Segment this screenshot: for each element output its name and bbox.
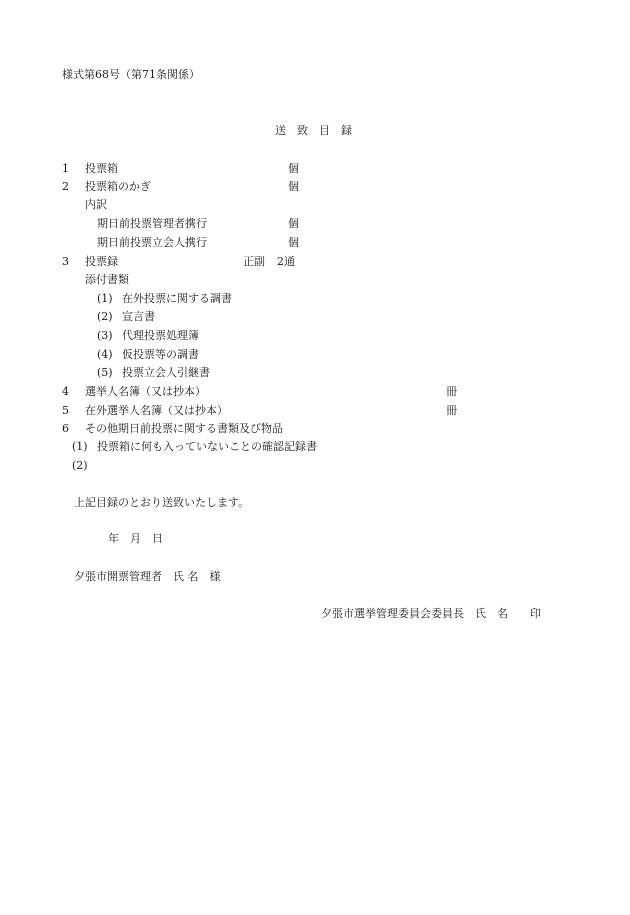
sender-line: 夕張市選挙管理委員会委員長 氏 名 印 xyxy=(321,607,541,620)
item3-copies: 正副 xyxy=(243,255,265,268)
item4-label: 選挙人名簿（又は抄本） xyxy=(85,385,206,398)
item3-number: 3 xyxy=(62,255,69,268)
attachment-1-number: (1) xyxy=(97,292,113,305)
item6-number: 6 xyxy=(62,422,69,435)
attachment-3-label: 代理投票処理簿 xyxy=(122,329,199,342)
date-line: 年 月 日 xyxy=(108,532,163,545)
attachment-5-number: (5) xyxy=(97,366,113,379)
item2-sub1-label: 期日前投票管理者携行 xyxy=(97,217,207,230)
item6-label: その他期日前投票に関する書類及び物品 xyxy=(85,422,283,435)
item5-label: 在外選挙人名簿（又は抄本） xyxy=(85,404,228,417)
item5-unit: 冊 xyxy=(446,404,457,417)
attachment-4-number: (4) xyxy=(97,348,113,361)
item3-count: 2通 xyxy=(277,255,295,268)
attachment-2-label: 宣言書 xyxy=(122,310,155,323)
attachment-4-label: 仮投票等の調書 xyxy=(122,348,199,361)
item5-number: 5 xyxy=(62,404,69,417)
item2-sub2-label: 期日前投票立会人携行 xyxy=(97,236,207,249)
attachment-3-number: (3) xyxy=(97,329,113,342)
item1-label: 投票箱 xyxy=(85,162,118,175)
item6-sub1-label: 投票箱に何も入っていないことの確認記録書 xyxy=(97,440,317,453)
item4-number: 4 xyxy=(62,385,69,398)
item2-unit: 個 xyxy=(288,180,299,193)
item1-unit: 個 xyxy=(288,162,299,175)
item2-number: 2 xyxy=(62,180,69,193)
recipient-line: 夕張市開票管理者 氏 名 様 xyxy=(74,570,221,583)
item6-sub2-number: (2) xyxy=(72,459,88,472)
item2-sub1-unit: 個 xyxy=(288,217,299,230)
item2-breakdown-label: 内訳 xyxy=(85,198,107,211)
item3-label: 投票録 xyxy=(85,255,118,268)
closing-statement: 上記目録のとおり送致いたします。 xyxy=(74,496,250,509)
item2-label: 投票箱のかぎ xyxy=(85,180,151,193)
form-number: 様式第68号（第71条関係） xyxy=(62,68,200,81)
attachments-label: 添付書類 xyxy=(85,273,129,286)
item1-number: 1 xyxy=(62,162,69,175)
attachment-5-label: 投票立会人引継書 xyxy=(122,366,210,379)
attachment-2-number: (2) xyxy=(97,310,113,323)
attachment-1-label: 在外投票に関する調書 xyxy=(122,292,232,305)
item4-unit: 冊 xyxy=(446,385,457,398)
document-title: 送 致 目 録 xyxy=(275,124,352,137)
item6-sub1-number: (1) xyxy=(72,440,88,453)
item2-sub2-unit: 個 xyxy=(288,236,299,249)
